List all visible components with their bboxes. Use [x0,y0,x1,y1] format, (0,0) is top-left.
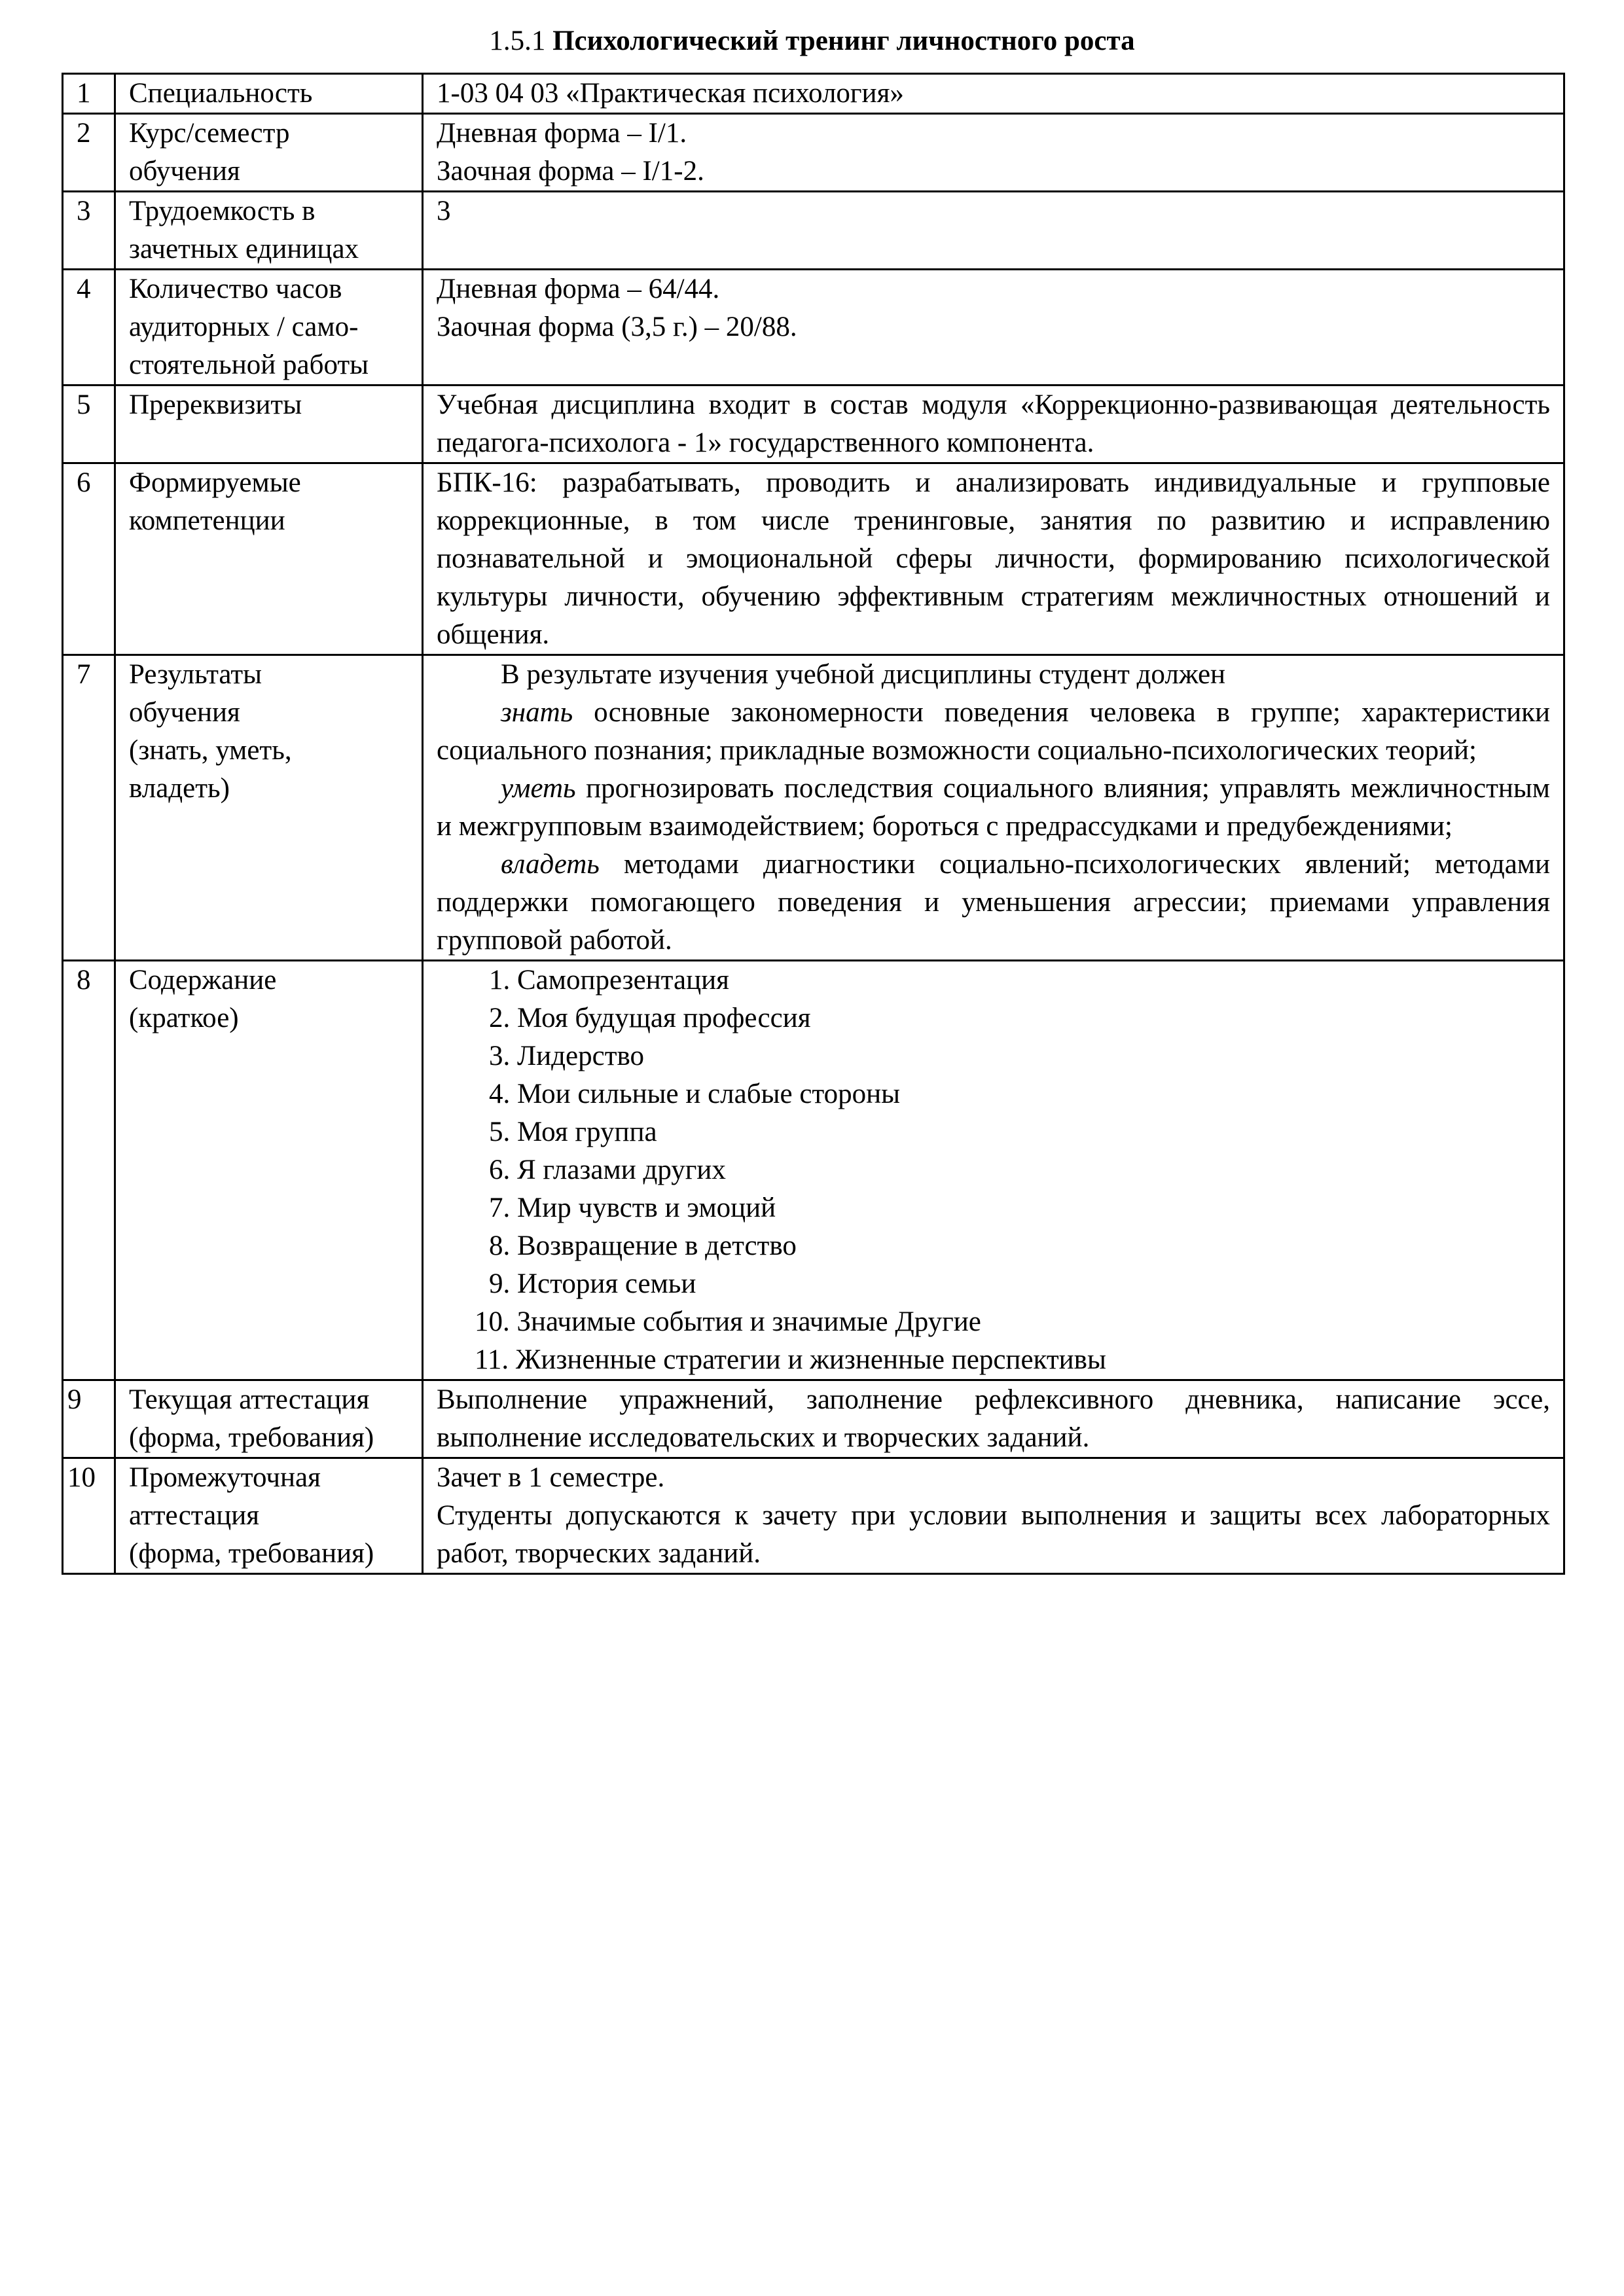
row-value: Зачет в 1 семестре. Студенты допускаются к зачету при условии выполнения и защиты всех лабораторных работ, творческих заданий. [423,1458,1564,1574]
row-number: 10 [63,1458,115,1574]
list-item: 4. Мои сильные и слабые стороны [489,1079,901,1109]
table-row [63,463,1564,655]
list-item: 6. Я глазами других [489,1155,726,1185]
row-label: Формируемые компетенции [115,463,423,655]
row-label: Текущая аттестация (форма, требования) [115,1380,423,1458]
row-value: Дневная форма – 64/44. Заочная форма (3,5 г.) – 20/88. [423,270,1564,386]
row-number: 4 [63,270,115,386]
row-label: Пререквизиты [115,386,423,463]
list-item: 2. Моя будущая профессия [489,1003,811,1033]
table-row [63,1458,1564,1574]
list-item: 3. Лидерство [489,1041,645,1071]
row-label: Курс/семестр обучения [115,114,423,192]
row-number: 7 [63,655,115,961]
row-label: Количество часов аудиторных / само- стоятельной работы [115,270,423,386]
row-number: 6 [63,463,115,655]
row-number: 3 [63,192,115,270]
row-label: Промежуточная аттестация (форма, требования) [115,1458,423,1574]
row-label: Содержание (краткое) [115,961,423,1380]
row-number: 5 [63,386,115,463]
row-value: Учебная дисциплина входит в состав модуля «Коррекционно-развивающая деятельность педагога-психолога - 1» государственного компонента. [423,386,1564,463]
row-label: Результаты обучения (знать, уметь, владеть) [115,655,423,961]
content-list [423,961,1564,1380]
section-title: Психологический тренинг личностного роста [552,26,1135,56]
row-number: 1 [63,74,115,114]
list-item: 9. История семьи [489,1268,696,1299]
table-row [63,192,1564,270]
table-row [63,114,1564,192]
table-row [63,1380,1564,1458]
row-number: 9 [63,1380,115,1458]
row-value: 3 [423,192,1564,270]
list-item: 8. Возвращение в детство [489,1230,797,1261]
row-number: 2 [63,114,115,192]
section-number: 1.5.1 [489,26,546,56]
table-row [63,386,1564,463]
table-row [63,961,1564,1380]
table-row [63,655,1564,961]
result-can: уметь прогнозировать последствия социального влияния; управлять межличностным и межгрупповым взаимодействием; бороться с предрассудками и предубеждениями; [437,773,1551,842]
results-intro: В результате изучения учебной дисциплины студент должен [501,659,1226,690]
result-master: владеть методами диагностики социально-психологических явлений; методами поддержки помогающего поведения и уменьшения агрессии; приемами управления групповой работой. [437,849,1551,956]
list-item: 11. Жизненные стратегии и жизненные перспективы [475,1344,1106,1375]
discipline-table [62,73,1565,1575]
list-item: 5. Моя группа [489,1117,657,1147]
list-item: 1. Самопрезентация [489,965,729,996]
result-know: знать основные закономерности поведения человека в группе; характеристики социального познания; прикладные возможности социально-психологических теорий; [437,697,1550,766]
row-label: Трудоемкость в зачетных единицах [115,192,423,270]
row-number: 8 [63,961,115,1380]
row-value [423,655,1564,961]
list-item: 10. Значимые события и значимые Другие [475,1306,981,1337]
row-value: БПК-16: разрабатывать, проводить и анализировать индивидуальные и групповые коррекционные, в том числе тренинговые, занятия по развитию и исправлению познавательной и эмоциональной сферы личности, формированию психологической культуры личности, обучению эффективным стратегиям межличностных отношений и общения. [423,463,1564,655]
row-value: Дневная форма – I/1. Заочная форма – I/1-2. [423,114,1564,192]
list-item: 7. Мир чувств и эмоций [489,1193,776,1223]
row-label: Специальность [115,74,423,114]
row-value: Выполнение упражнений, заполнение рефлексивного дневника, написание эссе, выполнение исследовательских и творческих заданий. [423,1380,1564,1458]
row-value: 1-03 04 03 «Практическая психология» [423,74,1564,114]
table-row [63,270,1564,386]
table-row [63,74,1564,114]
section-heading [0,20,1624,63]
